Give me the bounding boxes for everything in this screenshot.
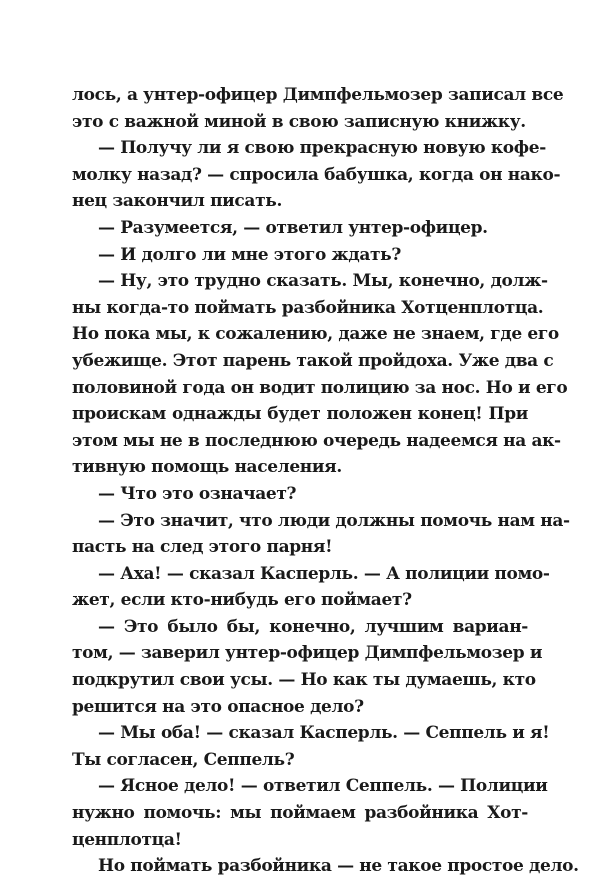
text-line: Но поймать разбойника — не такое простое дело. — [98, 856, 579, 877]
text-line: нец закончил писать. — [72, 191, 283, 212]
text-line: — Мы оба! — сказал Касперль. — Сеппель и я! — [98, 723, 550, 744]
text-line: молку назад? — спросила бабушка, когда он нако- — [72, 164, 561, 185]
text-line: ны когда-то поймать разбойника Хотценплотца. — [72, 297, 544, 318]
text-line: решится на это опасное дело? — [72, 696, 364, 717]
text-line: — Что это означает? — [98, 483, 297, 504]
text-line: половиной года он водит полицию за нос. Но и его — [72, 377, 568, 398]
text-line: нужно помочь: мы поймаем разбойника Хот- — [72, 803, 528, 824]
text-line: подкрутил свои усы. — Но как ты думаешь, кто — [72, 670, 536, 691]
text-line: этом мы не в последнюю очередь надеемся на ак- — [72, 430, 561, 451]
text-line: — Получу ли я свою прекрасную новую кофе- — [98, 138, 546, 159]
text-line: тивную помощь населения. — [72, 457, 342, 478]
text-line: — Это было бы, конечно, лучшим вариан- — [98, 616, 528, 637]
text-line: ценплотца! — [72, 829, 182, 850]
text-line: проискам однажды будет положен конец! При — [72, 404, 528, 425]
text-line: — Разумеется, — ответил унтер-офицер. — [98, 217, 488, 238]
text-line: — И долго ли мне этого ждать? — [98, 244, 401, 265]
text-line: жет, если кто-нибудь его поймает? — [72, 590, 412, 611]
text-line: Ты согласен, Сеппель? — [72, 749, 295, 770]
text-line: Но пока мы, к сожалению, даже не знаем, где его — [72, 324, 559, 345]
text-line: — Ну, это трудно сказать. Мы, конечно, долж- — [98, 271, 548, 292]
book-page-text — [72, 82, 579, 880]
text-line: — Ясное дело! — ответил Сеппель. — Полиции — [98, 776, 548, 797]
text-line: убежище. Этот парень такой пройдоха. Уже два с — [72, 350, 554, 371]
text-line: пасть на след этого парня! — [72, 537, 333, 558]
text-line: это с важной миной в свою записную книжку. — [72, 111, 526, 132]
text-line: лось, а унтер-офицер Димпфельмозер записал все — [72, 85, 564, 105]
text-line: — Аха! — сказал Касперль. — А полиции помо- — [98, 563, 550, 584]
text-line: том, — заверил унтер-офицер Димпфельмозер и — [72, 643, 543, 664]
text-line: — Это значит, что люди должны помочь нам на- — [98, 510, 570, 531]
